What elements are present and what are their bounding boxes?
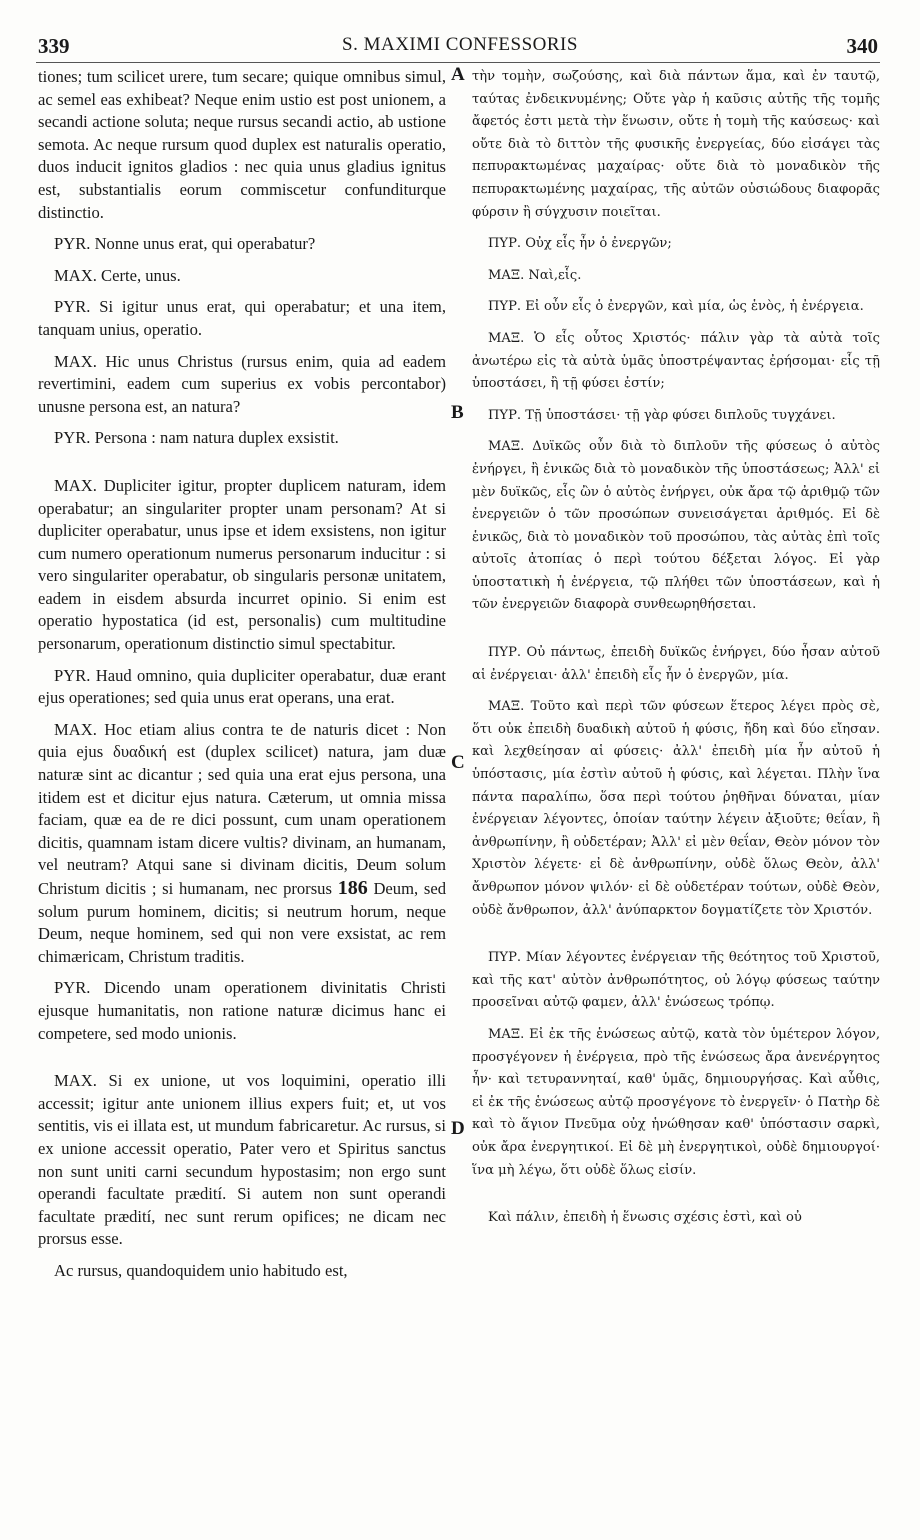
latin-paragraph: MAX. Dupliciter igitur, propter duplicem naturam, idem operabatur; an singulariter propter unam personam? At si dupliciter operabatur, unus ipse et idem exsistens, non igitur cum numero operationum numerus personarum inducitur : si vero singulariter operabatur, ob singularis personæ unitatem, eadem in eisdem absurda incurret opinio. Si enim est operatio hypostatica (id est, personalis) cum multitudine personarum, operationum distinctio simul spectabitur.: [38, 475, 446, 654]
latin-paragraph: Ac rursus, quandoquidem unio habitudo est,: [54, 1260, 348, 1280]
greek-paragraph: τὴν τομὴν, σωζούσης, καὶ διὰ πάντων ἅμα, καὶ ἐν ταυτῷ, ταύτας ἐνδεικνυμένης; Οὔτε γὰρ ἡ καῦσις αὐτῆς τῆς τομῆς ἄφετός ἐστι μετὰ τὴν ἕνωσιν, οὔτε ἡ τομὴ τῆς καύσεως· καὶ οὔτε διὰ τὸ διττὸν τῆς φυσικῆς ἐνεργείας, δύο εἰσάγει τὰς πεπυρακτωμένας μαχαίρας· οὔτε διὰ τὸ μοναδικὸν τῆς πεπυρακτωμένης μαχαίρας, τῆς αὐτῶν οὐσιώδους διαφορᾶς φύρσιν ἢ σύγχυσιν ποιεῖται.: [472, 69, 880, 220]
latin-paragraph: PYR. Dicendo unam operationem divinitatis Christi ejusque humanitatis, non ratione naturæ dicimus hanc ei competere, sed modo unionis.: [38, 978, 446, 1043]
migne-column-number: 186: [337, 877, 368, 899]
latin-paragraph: PYR. Haud omnino, quia dupliciter operabatur, duæ erant ejus operationes; sed quia unus erat operans, una erat.: [38, 665, 446, 708]
greek-column: [472, 66, 880, 1239]
latin-paragraph: MAX. Hic unus Christus (rursus enim, quia ad eadem revertimini, eadem cum superius ex vobis percontabor) unusne persona est, an natura?: [38, 351, 446, 416]
latin-paragraph: PYR. Si igitur unus erat, qui operabatur; et una item, tanquam unius, operatio.: [38, 297, 446, 339]
greek-paragraph: ΜΑΞ. Δυϊκῶς οὖν διὰ τὸ διπλοῦν τῆς φύσεως ὁ αὐτὸς ἐνήργει, ἢ ἑνικῶς διὰ τὸ μοναδικὸν τῆς ὑποστάσεως; Ἀλλ' εἰ μὲν δυϊκῶς, εἷς ὢν ὁ αὐτὸς ἐνήργει, οὐκ ἄρα τῷ ἀριθμῷ τῶν ἐνεργειῶν ὁ τῶν προσώπων συνεισάγεται ἀριθμός. Εἰ δὲ ἑνικῶς, διὰ τὸ μοναδικὸν τοῦ προσώπου, τὰς αὐτὰς ἐπὶ τοῖς αὐτοῖς ἀτοπίας ὁ περὶ τούτου δέξεται λόγος. Εἰ γὰρ ὑποστατικὴ ἡ ἐνέργεια, τῷ πλήθει τῶν ὑποστάσεων, καὶ ἡ τῶν ἐνεργειῶν διαφορὰ συνθεωρηθήσεται.: [472, 439, 880, 613]
latin-paragraph: [38, 719, 446, 969]
latin-paragraph: MAX. Si ex unione, ut vos loquimini, operatio illi accessit; igitur ante unionem illius expers fuit; et, ut vos sentitis, vis ei illata est, ut mundum fabricaretur. Ac rursus, si ex unione accessit operatio, Pater vero et Spiritus sanctus non sunt uniti carni secundum hypostasim; non ergo sunt operandi facultate prædití. Si autem non sunt operandi facultate prædití, nec sunt rerum opifices; ne dicam nec prorsus esse.: [38, 1071, 446, 1249]
greek-paragraph: ΜΑΞ. Ὁ εἷς οὗτος Χριστός· πάλιν γὰρ τὰ αὐτὰ τοῖς ἀνωτέρω εἰς τὰ αὐτὰ ὑμᾶς ὑποστρέψαντας ἐρήσομαι· εἷς τῇ ὑποστάσει, ἢ τῇ φύσει ἐστίν;: [472, 330, 880, 392]
latin-paragraph: tiones; tum scilicet urere, tum secare; quique omnibus simul, ac semel eas exhibeat? Neque enim ustio est post unionem, a secandi actione soluta; neque rursus secandi actio, ab ustione semota. Ac neque rursum quod duplex est naturalis operatio, duos inducit ignitos gladios : nec quia unus gladius ignitus est, substantialis eorum commiscetur confunditurque distinctio.: [38, 67, 446, 222]
greek-paragraph: ΠΥΡ. Οὐ πάντως, ἐπειδὴ δυϊκῶς ἐνήργει, δύο ἦσαν αὐτοῦ αἱ ἐνέργειαι· ἀλλ' ἐπειδὴ εἷς ἦν ὁ ἐνεργῶν, μία.: [472, 645, 880, 683]
latin-column: [38, 66, 446, 1292]
greek-paragraph: ΜΑΞ. Τοῦτο καὶ περὶ τῶν φύσεων ἕτερος λέγει πρὸς σὲ, ὅτι οὐκ ἐπειδὴ δυαδικὴ αὐτοῦ ἡ φύσις, ἤδη καὶ δύο εἴησαν. καὶ λεχθείησαν αἱ φύσεις· ἀλλ' ἐπειδὴ μία ἦν αὐτοῦ ἡ ὑπόστασις, μία ἐστὶν αὐτοῦ ἡ φύσις, καὶ λέγεται. Πλὴν ἵνα πάντα παραλίπω, ὅσα περὶ τούτου ῥηθῆναι δύναται, μίαν ἐνέργειαν λέγοντες, ὁποίαν ταύτην λέγειν ἀξιοῦτε; θεΐαν, ἢ ἀνθρωπίνην, ἢ οὐδετέραν; Ἀλλ' εἰ μὲν θεΐαν, Θεὸν μόνον τὸν Χριστὸν λέγετε· εἰ δὲ ἀνθρωπίνην, οὐδὲ ὅλως Θεὸν, ἀλλ' ἄνθρωπον μόνον ψιλόν· εἰ δὲ οὐδετέραν τούτων, οὐδὲ Θεὸν, οὐδὲ ἄνθρωπον, ἀλλ' ἀνύπαρκτον δογματίζετε τὸν Χριστόν.: [472, 699, 880, 918]
running-title: S. MAXIMI CONFESSORIS: [342, 34, 578, 55]
greek-paragraph: Καὶ πάλιν, ἐπειδὴ ἡ ἕνωσις σχέσις ἐστὶ, καὶ οὐ: [488, 1210, 802, 1226]
greek-paragraph: ΠΥΡ. Εἰ οὖν εἷς ὁ ἐνεργῶν, καὶ μία, ὡς ἑνὸς, ἡ ἐνέργεια.: [488, 299, 864, 315]
page-number-right: 340: [846, 34, 878, 58]
greek-paragraph: ΜΑΞ. Ναὶ,εἷς.: [488, 267, 582, 283]
latin-text: Deum, sed solum purum hominem, dicitis; si neutrum horum, neque Deum, neque hominem, sed qui non vere exsistat, ac rem chimæricam, Christum traditis.: [38, 879, 446, 966]
margin-letter-a: A: [451, 64, 465, 85]
latin-paragraph: PYR. Persona : nam natura duplex exsistit.: [54, 428, 339, 448]
greek-paragraph: ΠΥΡ. Οὐχ εἷς ἦν ὁ ἐνεργῶν;: [488, 236, 672, 252]
latin-paragraph: PYR. Nonne unus erat, qui operabatur?: [54, 234, 316, 254]
margin-letter-d: D: [451, 1118, 465, 1139]
margin-letter-c: C: [451, 752, 465, 773]
latin-text: MAX. Hoc etiam alius contra te de naturis dicet : Non quia ejus δυαδική est (duplex scilicet) natura, jam duæ naturæ sint ac dicantur ; sed quia una erat ejus persona, una itidem est et dicitur ejus natura. Cæterum, ut omnia missa faciam, quæ ea de re dici possunt, cum unam operationem dicitis, quamnam istam dicere vultis? divinam, an humanam, vel neutram? Atqui sane si divinam dicitis, Deum solum Christum dicitis ; si humanam, nec prorsus: [38, 719, 446, 898]
header-rule: [36, 62, 880, 63]
greek-paragraph: ΜΑΞ. Εἰ ἐκ τῆς ἑνώσεως αὐτῷ, κατὰ τὸν ὑμέτερον λόγον, προσγέγονεν ἡ ἐνέργεια, πρὸ τῆς ἑνώσεως ἄρα ἀνενέργητος ἦν· καὶ τετυραννηταί, καθ' ὑμᾶς, δημιουργήσας. Καὶ αὖθις, εἰ ἐκ τῆς ἑνώσεως αὐτῷ προσγέγονε τὸ ἐνεργεῖν· ὁ Πατὴρ δὲ καὶ τὸ ἅγιον Πνεῦμα οὐχ ἡνώθησαν καθ' ὑπόστασιν σαρκὶ, οὐκ ἄρα ἐνεργητικοί. Εἰ δὲ μὴ ἐνεργητικοὶ, οὐδὲ δημιουργοί· ἵνα μὴ λέγω, ὅτι οὐδὲ ὅλως εἰσίν.: [472, 1026, 880, 1178]
margin-letter-b: B: [451, 402, 464, 423]
greek-paragraph: ΠΥΡ. Τῇ ὑποστάσει· τῇ γὰρ φύσει διπλοῦς τυγχάνει.: [488, 407, 836, 423]
page-number-left: 339: [38, 34, 70, 58]
greek-paragraph: ΠΥΡ. Μίαν λέγοντες ἐνέργειαν τῆς θεότητος τοῦ Χριστοῦ, καὶ τῆς κατ' αὐτὸν ἀνθρωπότητος, οὐ λόγῳ φύσεως ταύτην προσεῖναι αὐτῷ φαμεν, ἀλλ' ἑνώσεως τρόπῳ.: [472, 950, 880, 1011]
latin-paragraph: MAX. Certe, unus.: [54, 265, 181, 285]
